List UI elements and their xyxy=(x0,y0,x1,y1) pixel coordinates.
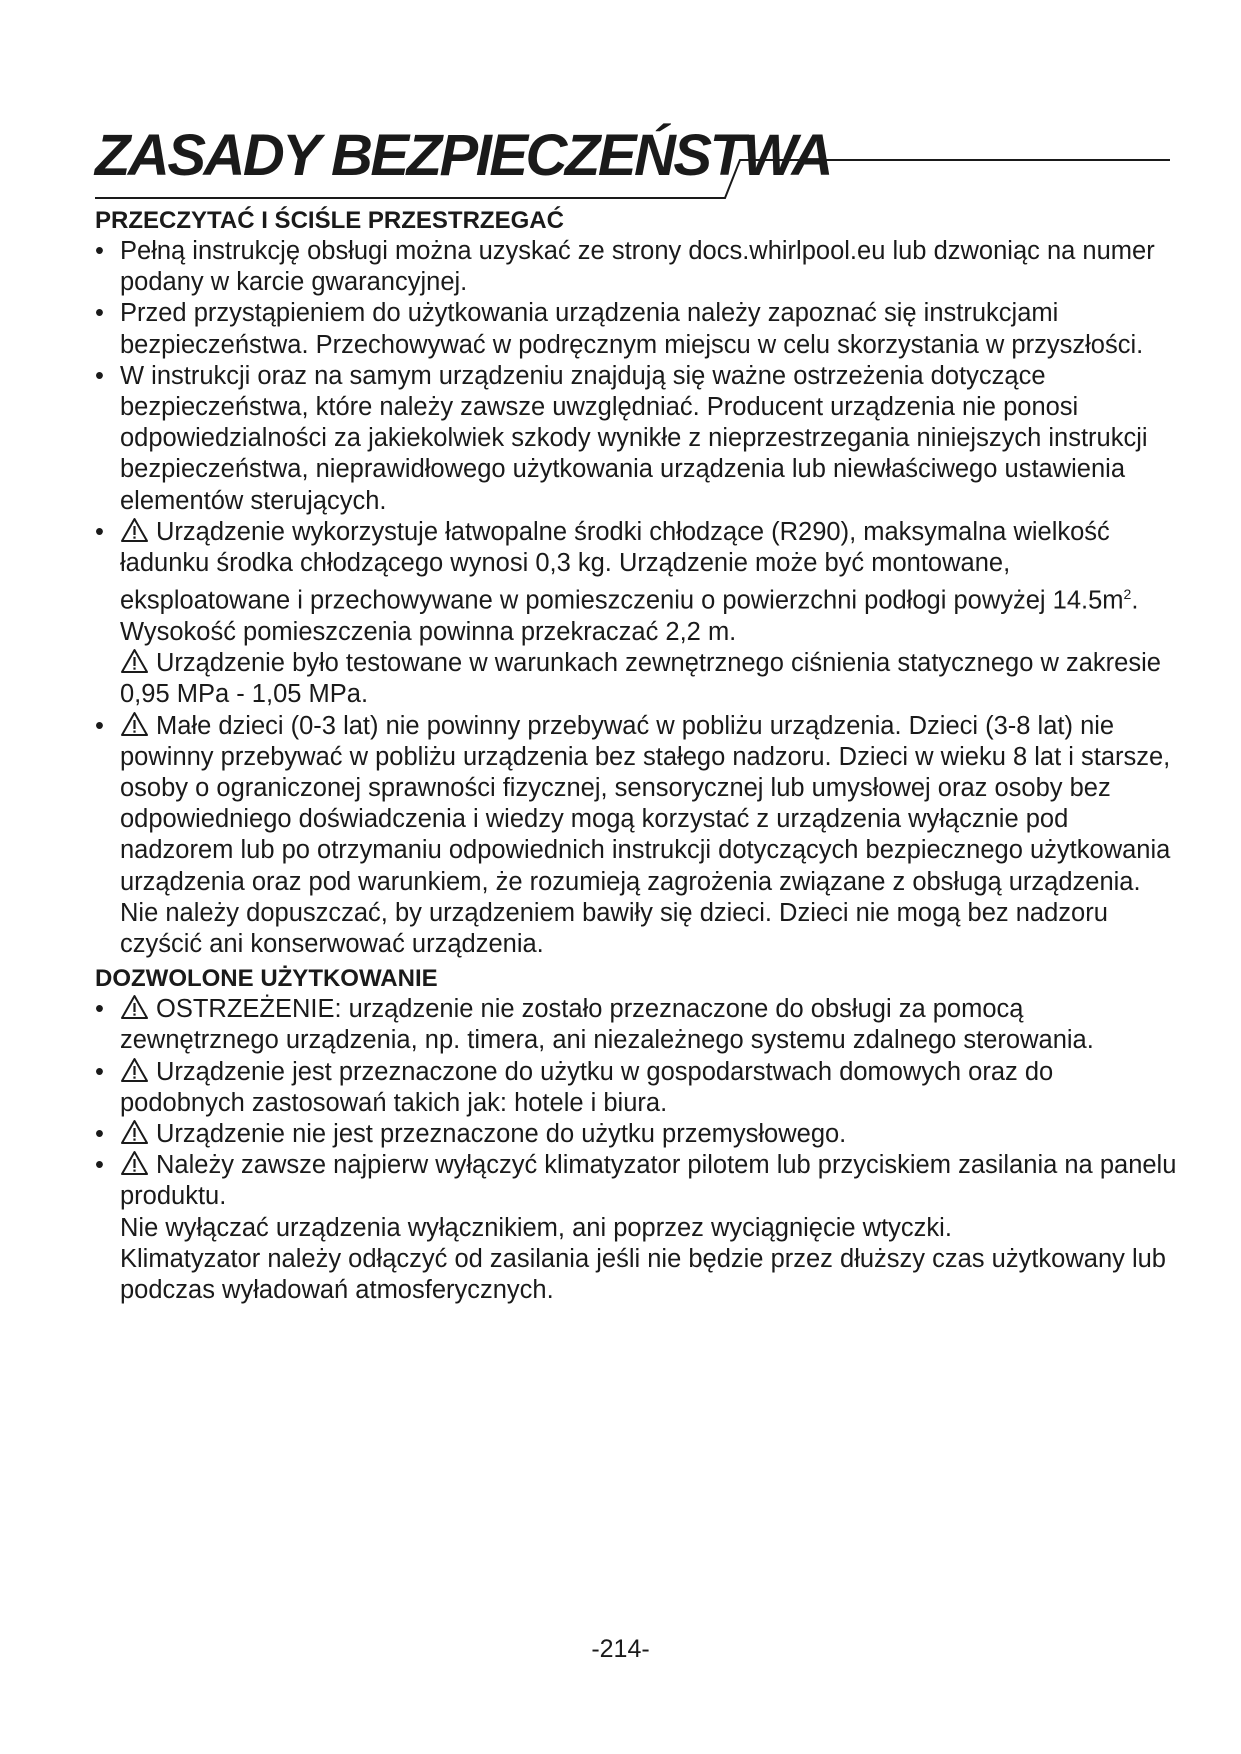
usage-list xyxy=(95,994,1185,1306)
list-item xyxy=(95,1119,1185,1150)
item-text: Małe dzieci (0-3 lat) nie powinny przebywać w pobliżu urządzenia. Dzieci (3-8 lat) nie powinny przebywać w pobliżu urządzenia bez stałego nadzoru. Dzieci w wieku 8 lat i starsze, osoby o ograniczonej sprawności fizycznej, sensorycznej lub umysłowej oraz osoby bez odpowiedniego doświadczenia i wiedzy mogą korzystać z urządzenia wyłącznie pod nadzorem lub po otrzymaniu odpowiednich instrukcji dotyczących bezpiecznego użytkowania urządzenia oraz pod warunkiem, że rozumieją zagrożenia związane z obsługą urządzenia. Nie należy dopuszczać, by urządzeniem bawiły się dzieci. Dzieci nie mogą bez nadzoru czyścić ani konserwować urządzenia. xyxy=(120,711,1171,958)
section-heading-read-and-follow: PRZECZYTAĆ I ŚCIŚLE PRZESTRZEGAĆ xyxy=(95,207,564,234)
bullet: • xyxy=(95,995,104,1024)
refrigerant-paragraph xyxy=(120,517,1185,648)
bullet: • xyxy=(95,1057,104,1086)
item-text: Urządzenie było testowane w warunkach zewnętrznego ciśnienia statycznego w zakresie 0,95 MPa - 1,05 MPa. xyxy=(120,649,1161,709)
item-text: Klimatyzator należy odłączyć od zasilania jeśli nie będzie przez dłuższy czas użytkowany lub podczas wyładowań atmosferycznych. xyxy=(120,1244,1166,1304)
page-title: ZASADY BEZPIECZEŃSTWA xyxy=(95,123,831,188)
item-text: Należy zawsze najpierw wyłączyć klimatyzator pilotem lub przyciskiem zasilania na panelu produktu. xyxy=(120,1151,1177,1211)
bullet: • xyxy=(95,361,104,390)
bullet: • xyxy=(95,1119,104,1148)
document-body xyxy=(95,205,1185,1306)
item-text: . Wysokość pomieszczenia powinna przekraczać 2,2 m. xyxy=(120,586,1139,646)
item-text: Nie wyłączać urządzenia wyłącznikiem, ani poprzez wyciągnięcie wtyczki. xyxy=(120,1213,952,1242)
bullet: • xyxy=(95,237,104,265)
warning-icon xyxy=(120,711,149,737)
warning-icon xyxy=(120,648,149,674)
bullet: • xyxy=(95,517,104,546)
warning-icon xyxy=(120,1119,149,1145)
list-item-children xyxy=(95,711,1185,961)
item-text: Przed przystąpieniem do użytkowania urządzenia należy zapoznać się instrukcjami bezpieczeństwa. Przechowywać w podręcznym miejscu w celu skorzystania w przyszłości. xyxy=(120,299,1144,359)
warning-icon xyxy=(120,1150,149,1176)
warning-icon xyxy=(120,1057,149,1083)
title-block xyxy=(95,120,1175,210)
list-item xyxy=(95,361,1185,517)
item-text: W instrukcji oraz na samym urządzeniu znajdują się ważne ostrzeżenia dotyczące bezpieczeństwa, które należy zawsze uwzględniać. Producent urządzenia nie ponosi odpowiedzialności za jakiekolwiek szkody wynikłe z nieprzestrzegania niniejszych instrukcji bezpieczeństwa, nieprawidłowego użytkowania urządzenia lub niewłaściwego ustawienia elementów sterujących. xyxy=(120,361,1148,515)
list-item-refrigerant xyxy=(95,517,1185,711)
item-text: OSTRZEŻENIE: urządzenie nie zostało przeznaczone do obsługi za pomocą zewnętrznego urządzenia, np. timera, ani niezależnego systemu zdalnego sterowania. xyxy=(120,995,1094,1055)
warning-icon xyxy=(120,994,149,1020)
safety-list xyxy=(95,236,1185,960)
superscript: 2 xyxy=(1123,586,1132,603)
bullet: • xyxy=(95,299,104,328)
list-item-switch-off xyxy=(95,1150,1185,1306)
pressure-paragraph xyxy=(120,648,1185,710)
item-text: Urządzenie nie jest przeznaczone do użytku przemysłowego. xyxy=(156,1119,847,1148)
list-item xyxy=(95,236,1185,298)
list-item xyxy=(95,1057,1185,1119)
item-text: Urządzenie wykorzystuje łatwopalne środki chłodzące (R290), maksymalna wielkość ładunku środka chłodzącego wynosi 0,3 kg. Urządzenie może być montowane, eksploatowane i przechowywane w pomieszczeniu o powierzchni podłogi powyżej 14.5m xyxy=(120,517,1124,615)
page-number: -214- xyxy=(591,1635,650,1663)
bullet: • xyxy=(95,711,104,740)
warning-icon xyxy=(120,517,149,543)
list-item xyxy=(95,298,1185,360)
bullet: • xyxy=(95,1151,104,1180)
item-text: Pełną instrukcję obsługi można uzyskać ze strony docs.whirlpool.eu lub dzwoniąc na numer podany w karcie gwarancyjnej. xyxy=(120,237,1155,297)
section-heading-permitted-use: DOZWOLONE UŻYTKOWANIE xyxy=(95,965,438,993)
item-text: Urządzenie jest przeznaczone do użytku w gospodarstwach domowych oraz do podobnych zastosowań takich jak: hotele i biura. xyxy=(120,1057,1054,1117)
list-item xyxy=(95,994,1185,1056)
switch-off-paragraph xyxy=(120,1150,1185,1212)
